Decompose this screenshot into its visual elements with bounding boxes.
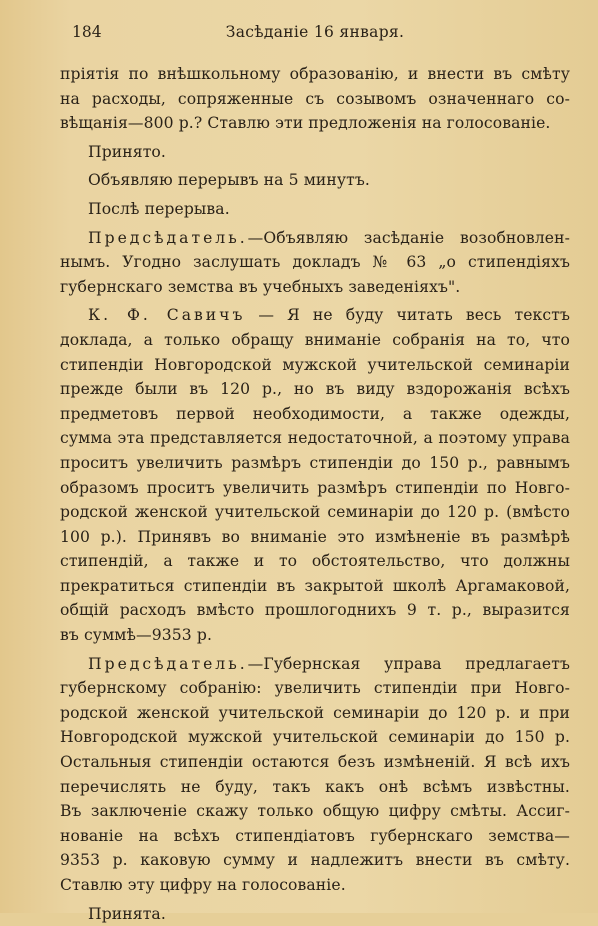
text-line: нымъ. Угодно заслушать докладъ № 63 „о стипендіяхъ: [60, 253, 570, 272]
text-line: губернскому собранію: увеличить стипендіи при Новго-: [60, 679, 570, 698]
speech-text: — Я не буду читать весь текстъ: [245, 306, 570, 325]
text-line: Послѣ перерыва.: [88, 199, 230, 218]
text-line: 100 р.). Принявъ во вниманіе это измѣненіе въ размѣрѣ: [60, 527, 570, 546]
text-line: Принята.: [88, 904, 166, 923]
text-line: Объявляю перерывъ на 5 минутъ.: [88, 171, 370, 190]
text-line: Принято.: [88, 142, 166, 161]
speech-text: —Объявляю засѣданіе возобновлен-: [247, 228, 570, 247]
text-line: прежде были въ 120 р., но въ виду вздорожанія всѣхъ: [60, 380, 570, 399]
speaker-name: Предсѣдатель.: [88, 654, 248, 673]
text-line: проситъ увеличить размѣръ стипендіи до 150 р., равнымъ: [60, 453, 570, 472]
text-line: въ суммѣ—9353 р.: [60, 626, 213, 645]
text-line: губернскаго земства въ учебныхъ заведеніяхъ".: [60, 277, 461, 296]
text-line: родской женской учительской семинаріи до 120 р. и при: [60, 703, 570, 722]
text-line: образомъ проситъ увеличить размѣръ стипендіи по Новго-: [60, 478, 570, 497]
text-line: пріятія по внѣшкольному образованію, и внести въ смѣту: [60, 65, 570, 83]
text-line: [60, 652, 570, 677]
text-line: доклада, а только обращу вниманіе собранія на то, что: [60, 330, 570, 349]
text-line: сумма эта представляется недостаточной, а поэтому управа: [60, 429, 570, 448]
body-text: [60, 62, 570, 926]
text-line: на расходы, сопряженные съ созывомъ означеннаго со-: [60, 89, 570, 108]
text-line: Въ заключеніе скажу только общую цифру смѣты. Ассиг-: [60, 802, 570, 821]
text-line: общій расходъ вмѣсто прошлогоднихъ 9 т. р., выразится: [60, 601, 570, 620]
text-line: [60, 226, 570, 251]
page-number: 184: [72, 23, 102, 41]
text-line: вѣщанія—800 р.? Ставлю эти предложенія на голосованіе.: [60, 114, 551, 133]
speaker-name: Предсѣдатель.: [88, 228, 248, 247]
speech-text: —Губернская управа предлагаетъ: [247, 654, 570, 673]
text-line: Остальныя стипендіи остаются безъ измѣненій. Я всѣ ихъ: [60, 753, 570, 772]
text-line: [60, 303, 570, 328]
text-line: родской женской учительской семинаріи до 120 р. (вмѣсто: [60, 503, 570, 522]
text-line: перечислять не буду, такъ какъ онѣ всѣмъ извѣстны.: [60, 777, 570, 796]
text-line: Новгородской мужской учительской семинаріи до 150 р.: [60, 728, 570, 747]
text-line: Ставлю эту цифру на голосованіе.: [60, 876, 346, 894]
text-line: стипендій, а также и то обстоятельство, что должны: [60, 552, 570, 571]
running-head: [60, 20, 570, 44]
text-line: нованіе на всѣхъ стипендіатовъ губернскаго земства—: [60, 826, 570, 845]
speaker-name: К. Ф. Савичъ: [88, 306, 246, 325]
text-line: предметовъ первой необходимости, а также одежды,: [60, 404, 570, 423]
text-line: стипендіи Новгородской мужской учительской семинаріи: [60, 355, 570, 374]
text-line: прекратиться стипендіи въ закрытой школѣ Аргамаковой,: [60, 576, 570, 595]
text-line: 9353 р. каковую сумму и надлежитъ внести въ смѣту.: [60, 851, 570, 870]
running-title: Засѣданіе 16 января.: [225, 23, 405, 41]
